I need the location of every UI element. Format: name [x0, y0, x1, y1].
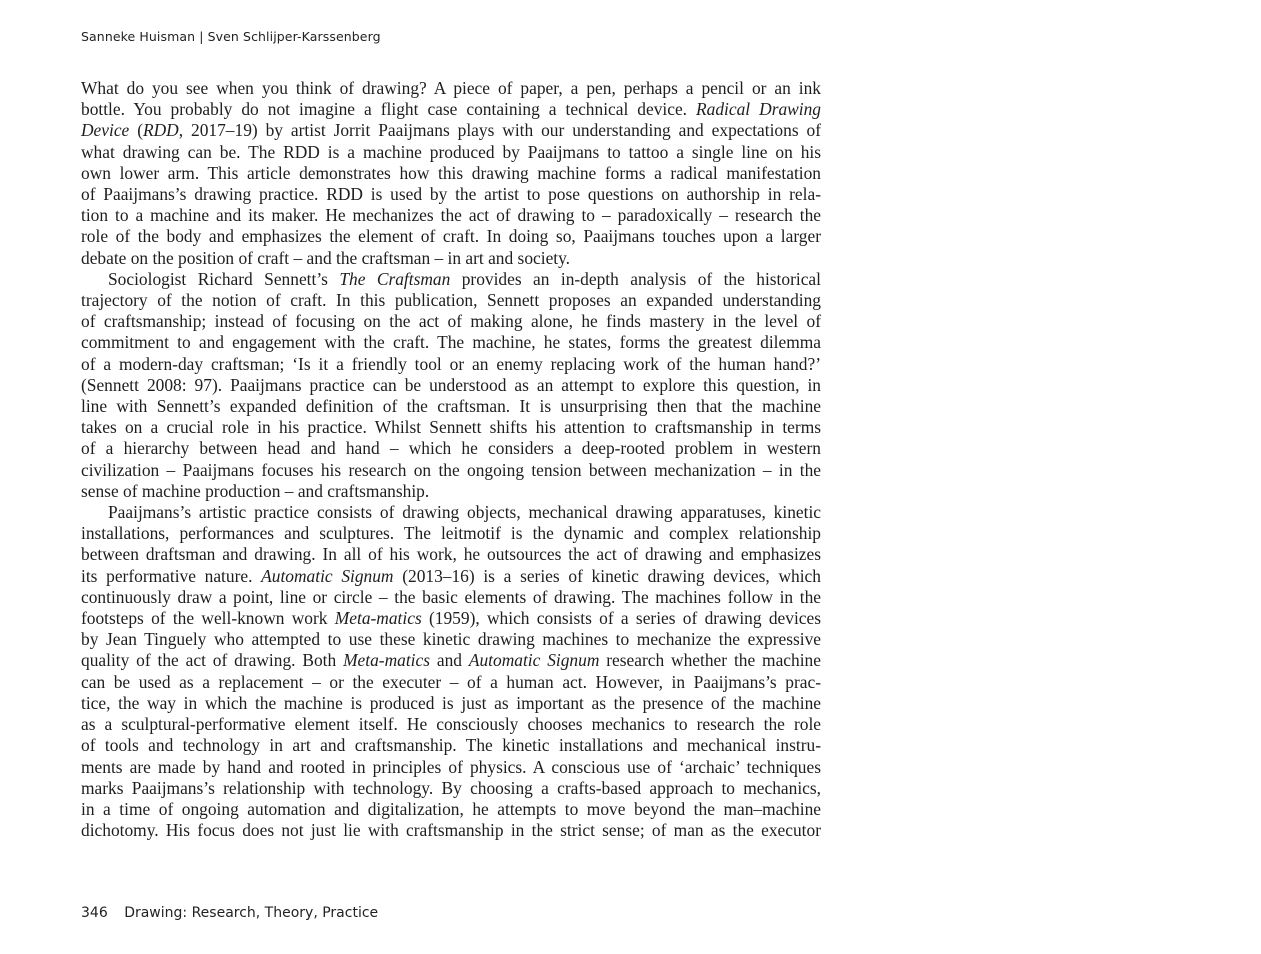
text-line — [81, 248, 821, 269]
text-run: marks Paaijmans’s relationship with technology. By choosing a crafts-based approach to mechanics, — [81, 777, 821, 798]
text-line — [81, 375, 821, 396]
text-run: of tools and technology in art and craftsmanship. The kinetic installations and mechanical instru- — [81, 735, 821, 756]
text-run: of Paaijmans’s drawing practice. RDD is used by the artist to pose questions on authorship in rela- — [81, 184, 821, 205]
text-line — [81, 544, 821, 565]
italic-title: RDD — [143, 120, 179, 141]
text-run: own lower arm. This article demonstrates how this drawing machine forms a radical manifestation — [81, 162, 821, 183]
text-line — [81, 566, 821, 587]
text-line — [81, 460, 821, 481]
text-run: (1959), which consists of a series of drawing devices — [421, 608, 821, 629]
text-run: of a hierarchy between head and hand – which he considers a deep-rooted problem in western — [81, 438, 821, 459]
italic-title: Meta-matics — [334, 608, 422, 629]
text-line — [81, 438, 821, 459]
text-run: line with Sennett’s expanded definition of the craftsman. It is unsurprising then that the machine — [81, 396, 821, 417]
text-line — [81, 481, 821, 502]
text-run: by Jean Tinguely who attempted to use these kinetic drawing machines to mechanize the expressive — [81, 629, 821, 650]
text-run: trajectory of the notion of craft. In this publication, Sennett proposes an expanded understanding — [81, 290, 821, 311]
text-run: ments are made by hand and rooted in principles of physics. A conscious use of ‘archaic’ techniques — [81, 756, 821, 777]
text-line — [81, 502, 821, 523]
italic-title: The Craftsman — [339, 268, 451, 289]
italic-title: Automatic Signum — [261, 565, 394, 586]
text-run: installations, performances and sculptures. The leitmotif is the dynamic and complex relationship — [81, 523, 821, 544]
text-run: (Sennett 2008: 97). Paaijmans practice can be understood as an attempt to explore this question, in — [81, 374, 821, 395]
text-run: Sociologist Richard Sennett’s — [108, 268, 340, 289]
text-run: sense of machine production – and craftsmanship. — [81, 480, 430, 501]
text-run: of a modern-day craftsman; ‘Is it a friendly tool or an enemy replacing work of the human hand?’ — [81, 353, 821, 374]
paragraph — [81, 502, 821, 841]
page-footer — [81, 905, 378, 921]
text-line — [81, 417, 821, 438]
text-run: civilization – Paaijmans focuses his research on the ongoing tension between mechanization – in the — [81, 459, 821, 480]
text-line — [81, 226, 821, 247]
text-line — [81, 290, 821, 311]
text-run: quality of the act of drawing. Both — [81, 650, 344, 671]
text-run: dichotomy. His focus does not just lie with craftsmanship in the strict sense; of man as the executor — [81, 820, 821, 841]
text-run: bottle. You probably do not imagine a flight case containing a technical device. — [81, 99, 697, 120]
text-run: takes on a crucial role in his practice. Whilst Sennett shifts his attention to craftsmanship in terms — [81, 417, 821, 438]
paragraph — [81, 78, 821, 269]
text-run: in a time of ongoing automation and digitalization, he attempts to move beyond the man–machine — [81, 798, 821, 819]
text-run: role of the body and emphasizes the element of craft. In doing so, Paaijmans touches upon a larger — [81, 226, 821, 247]
text-line — [81, 120, 821, 141]
text-run: between draftsman and drawing. In all of his work, he outsources the act of drawing and emphasizes — [81, 544, 821, 565]
text-line — [81, 99, 821, 120]
text-line — [81, 396, 821, 417]
text-line — [81, 311, 821, 332]
text-run: (2013–16) is a series of kinetic drawing devices, which — [393, 565, 821, 586]
text-line — [81, 672, 821, 693]
text-line — [81, 608, 821, 629]
italic-title: Radical Drawing — [696, 99, 821, 120]
text-line — [81, 332, 821, 353]
italic-title: Automatic Signum — [468, 650, 600, 671]
text-run: Paaijmans’s artistic practice consists of drawing objects, mechanical drawing apparatuses, kinetic — [108, 502, 821, 523]
text-run: debate on the position of craft – and the craftsman – in art and society. — [81, 247, 571, 268]
text-line — [81, 163, 821, 184]
text-run: continuously draw a point, line or circle – the basic elements of drawing. The machines follow in the — [81, 586, 821, 607]
text-run: ( — [129, 120, 143, 141]
text-line — [81, 735, 821, 756]
text-line — [81, 205, 821, 226]
text-line — [81, 757, 821, 778]
text-run: of craftsmanship; instead of focusing on the act of making alone, he finds mastery in the level of — [81, 311, 821, 332]
text-line — [81, 650, 821, 671]
text-line — [81, 354, 821, 375]
text-run: its performative nature. — [81, 565, 262, 586]
running-head-authors: Sanneke Huisman | Sven Schlijper-Karssenberg — [81, 29, 381, 44]
text-line — [81, 778, 821, 799]
text-run: commitment to and engagement with the craft. The machine, he states, forms the greatest dilemma — [81, 332, 821, 353]
text-line — [81, 184, 821, 205]
text-line — [81, 78, 821, 99]
page-number: 346 — [81, 905, 108, 921]
text-run: and — [430, 650, 469, 671]
text-line — [81, 269, 821, 290]
article-body — [81, 78, 821, 841]
text-run: footsteps of the well-known work — [81, 608, 335, 629]
text-line — [81, 587, 821, 608]
text-run: can be used as a replacement – or the executer – of a human act. However, in Paaijmans’s prac- — [81, 671, 821, 692]
text-line — [81, 629, 821, 650]
paragraph — [81, 269, 821, 502]
text-line — [81, 820, 821, 841]
text-run: as a sculptural-performative element itself. He consciously chooses mechanics to research the role — [81, 714, 821, 735]
text-run: tice, the way in which the machine is produced is just as important as the presence of the machine — [81, 692, 821, 713]
text-run: What do you see when you think of drawing? A piece of paper, a pen, perhaps a pencil or an ink — [81, 78, 821, 98]
italic-title: Meta-matics — [343, 650, 430, 671]
journal-title: Drawing: Research, Theory, Practice — [124, 905, 379, 921]
text-line — [81, 799, 821, 820]
text-run: research whether the machine — [599, 650, 821, 671]
text-run: tion to a machine and its maker. He mechanizes the act of drawing to – paradoxically – research the — [81, 205, 821, 226]
text-run: provides an in-depth analysis of the historical — [450, 268, 821, 289]
italic-title: Device — [81, 120, 130, 141]
text-line — [81, 714, 821, 735]
text-run: , 2017–19) by artist Jorrit Paaijmans plays with our understanding and expectations of — [178, 120, 821, 141]
text-run: what drawing can be. The RDD is a machine produced by Paaijmans to tattoo a single line on his — [81, 141, 821, 162]
text-line — [81, 523, 821, 544]
text-line — [81, 693, 821, 714]
text-line — [81, 142, 821, 163]
